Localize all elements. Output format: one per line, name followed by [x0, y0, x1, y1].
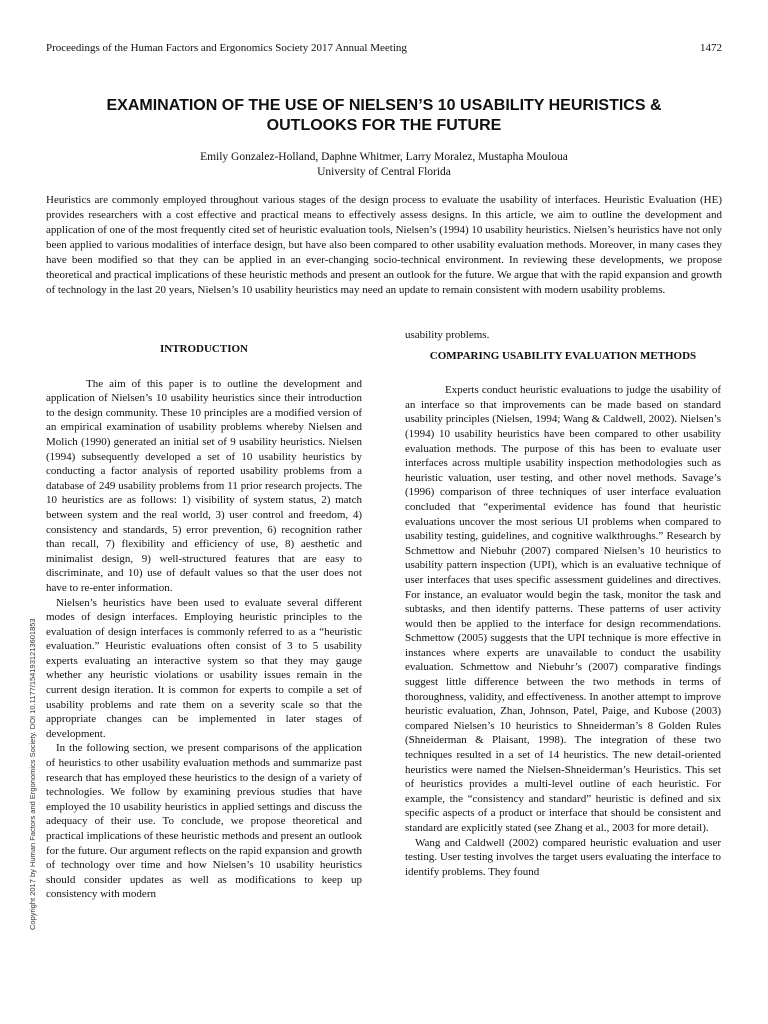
- page-number: 1472: [700, 42, 722, 54]
- author-names: Emily Gonzalez-Holland, Daphne Whitmer, Larry Moralez, Mustapha Mouloua: [200, 151, 568, 163]
- paper-title-line-1: EXAMINATION OF THE USE OF NIELSEN’S 10 USABILITY HEURISTICS &: [106, 97, 662, 114]
- proceedings-title: Proceedings of the Human Factors and Ergonomics Society 2017 Annual Meeting: [46, 42, 407, 54]
- paper-title-line-2: OUTLOOKS FOR THE FUTURE: [266, 117, 502, 134]
- copyright-notice: Copyright 2017 by Human Factors and Ergonomics Society. DOI 10.1177/1541931213601853: [28, 618, 37, 930]
- author-block: [40, 150, 728, 180]
- author-affiliation: University of Central Florida: [317, 166, 451, 178]
- section-heading-introduction: INTRODUCTION: [159, 343, 248, 355]
- abstract: Heuristics are commonly employed throughout various stages of the design process to evaluate the usability of interfaces. Heuristic Evaluation (HE) provides researchers with a cost effective and practical means to effectively assess designs. In this article, we aim to outline the development and application of one of the most frequently cited set of heuristic evaluation tools, Nielsen’s (1994) 10 usability heuristics. Nielsen’s heuristics have not only been applied to various modalities of interface design, but have also been compared to other usability evaluation methods. Moreover, in many cases they have been modified so that they can be applied in an ever-changing socio-technical environment. In reviewing these developments, we propose theoretical and practical implications of these heuristic methods and present an outlook for the future. We argue that with the rapid expansion and growth of technology in the last 20 years, Nielsen’s 10 usability heuristics may need an update to remain consistent with modern usability problems.: [46, 194, 722, 296]
- section-heading-comparing-methods: COMPARING USABILITY EVALUATION METHODS: [429, 349, 697, 362]
- comparing-paragraph-1: Experts conduct heuristic evaluations to judge the usability of an interface so that improvements can be made based on standard usability principles (Nielsen, 1994; Wang & Caldwell, 2002). Nielsen’s (1994) 10 usability heuristics have been compared to other usability evaluation methods. The purpose of this has been to evaluate user interfaces across multiple usability inspection methodologies such as heuristic valuation, user testing, and other novel methods. Savage’s (1996) comparison of three techniques of user interface evaluation concluded that “experimental evidence has found that heuristic evaluations uncover the most serious UI problems when compared to usability testing, guidelines, and cognitive walkthroughs.” Research by Schmettow and Niebuhr (2007) compared Nielsen’s 10 heuristics to usability pattern inspection (UPI), which is an evaluative technique of user interfaces that uses specific assessment guidelines and directives. For instance, an evaluator would begin the task, monitor the task and subtasks, and then identify patterns. These patterns of user activity would then be applied to the interface for design recommendations. Schmettow (2005) suggests that the UPI technique is more effective in instances where experts are unavailable to conduct the usability evaluation. Schmettow and Niebuhr’s (2007) comparative findings suggest little difference between the two methods in terms of thoroughness, validity, and effectiveness. In another attempt to improve heuristic evaluation, Zhan, Johnson, Patel, Paige, and Kubose (2003) compared Nielsen’s 10 heuristics to Shneiderman’s 8 Golden Rules (Shneiderman & Plaisant, 1998). The integration of these two techniques resulted in a set of 14 heuristics. The new detail-oriented heuristics were named the Nielsen-Shneiderman’s Heuristics. This set of heuristics provides a multi-level outline of each heuristic. For example, the “consistency and standard” heuristic is defined and six specific aspects of a product or interface that should be consistent and standard are explicitly stated (see Zhang et al., 2003 for more detail).: [405, 384, 721, 834]
- intro-paragraph-1: The aim of this paper is to outline the development and application of Nielsen’s 10 usability heuristics since their introduction to the design community. These 10 principles are a modified version of an empirical examination of usability problems whereby Nielsen and Molich (1990) generated an initial set of 9 usability heuristics. Nielsen (1994) subsequently developed a set of 10 usability heuristics by conducting a factor analysis of reported usability problems from a database of 249 usability problems from 11 prior research projects. The 10 heuristics are as follows: 1) visibility of system status, 2) match between system and the real world, 3) user control and freedom, 4) consistency and standards, 5) error prevention, 6) recognition rather than recall, 7) flexibility and efficiency of use, 8) aesthetic and minimalist design, 9) well-structured features that are easy to discriminate, and 10) use of default values so that the user does not have to re-enter information.: [46, 377, 362, 594]
- continued-text: usability problems.: [405, 329, 490, 341]
- paper-title: [40, 96, 728, 136]
- right-column: [405, 328, 721, 978]
- comparing-paragraph-2: Wang and Caldwell (2002) compared heuristic evaluation and user testing. User testing involves the target users evaluating the interface to identify problems. They found: [405, 836, 721, 878]
- intro-paragraph-2: Nielsen’s heuristics have been used to evaluate several different modes of design interfaces. Employing heuristic principles to the evaluation of design interfaces is commonly referred to as a “heuristic evaluation.” Heuristic evaluations often consist of 3 to 5 usability experts evaluating an interactive system so that they may gauge whether any heuristic violations or usability issues remain in the current design iteration. It is common for experts to compile a set of usability problems and rate them on a severity scale so that the appropriate changes can be implemented in later stages of development.: [46, 596, 362, 740]
- intro-paragraph-3: In the following section, we present comparisons of the application of heuristics to other usability evaluation methods and summarize past research that has employed these heuristics to the design of a variety of technologies. We follow by examining previous studies that have employed the 10 usability heuristics in applied settings and discuss the adequacy of their use. To conclude, we propose theoretical and practical implications of these heuristic methods and present an outlook for the future. Our argument reflects on the rapid expansion and growth of technology over time and how Nielsen’s 10 usability heuristics should consider updates as well as modifications to keep up consistency with modern: [46, 742, 362, 901]
- left-column: [46, 342, 362, 967]
